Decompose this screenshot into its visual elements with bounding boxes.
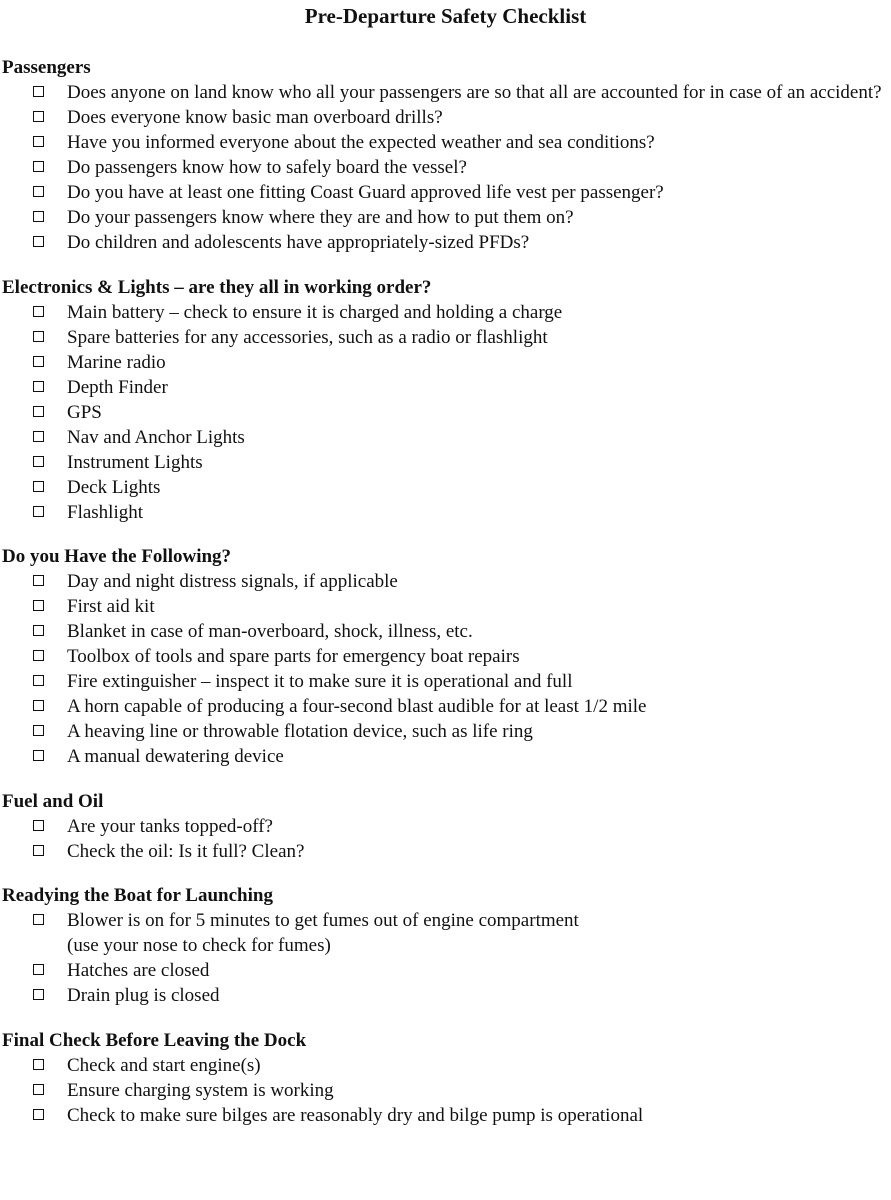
checkbox[interactable]: [33, 625, 44, 636]
checkbox[interactable]: [33, 211, 44, 222]
checklist-item-text: Blower is on for 5 minutes to get fumes out of engine compartment (use your nose to check for fumes): [67, 910, 579, 956]
checkbox[interactable]: [33, 236, 44, 247]
checkbox[interactable]: [33, 381, 44, 392]
checklist-section: [0, 544, 891, 769]
checklist-items: [0, 1053, 891, 1128]
checkbox[interactable]: [33, 331, 44, 342]
checklist-item-text: Hatches are closed: [67, 960, 210, 981]
checklist-item: [0, 425, 891, 450]
checklist-item-text: Flashlight: [67, 501, 144, 523]
checklist: [0, 55, 891, 1147]
checklist-items: [0, 908, 891, 1008]
checklist-item: [0, 983, 891, 1008]
section-heading: Readying the Boat for Launching: [2, 885, 273, 906]
checklist-item: [0, 569, 891, 594]
checklist-item-text: Main battery – check to ensure it is charged and holding a charge: [67, 301, 563, 323]
checklist-item-text: Toolbox of tools and spare parts for emergency boat repairs: [67, 646, 520, 667]
checklist-section: [0, 789, 891, 864]
checklist-item: [0, 500, 891, 525]
checklist-items: [0, 814, 891, 864]
section-heading: Do you Have the Following?: [2, 546, 232, 567]
checkbox[interactable]: [33, 1109, 44, 1120]
checklist-item: [0, 839, 891, 864]
checklist-item-text: Marine radio: [67, 351, 166, 373]
checkbox[interactable]: [33, 1059, 44, 1070]
checkbox[interactable]: [33, 86, 44, 97]
checklist-item: [0, 475, 891, 500]
checklist-item: [0, 400, 891, 425]
checklist-item: [0, 450, 891, 475]
checklist-item-text: Have you informed everyone about the expected weather and sea conditions?: [67, 132, 655, 153]
checklist-items: [0, 569, 891, 769]
checklist-item-text: Check to make sure bilges are reasonably dry and bilge pump is operational: [67, 1104, 644, 1126]
checklist-item-text: Spare batteries for any accessories, such as a radio or flashlight: [67, 326, 548, 348]
checkbox[interactable]: [33, 356, 44, 367]
checklist-item: [0, 80, 891, 105]
checklist-item: [0, 155, 891, 180]
checkbox[interactable]: [33, 820, 44, 831]
checklist-item-text: Does everyone know basic man overboard drills?: [67, 107, 443, 128]
section-heading: Fuel and Oil: [2, 790, 104, 812]
checklist-item: [0, 1078, 891, 1103]
checklist-item-text: A manual dewatering device: [67, 746, 284, 767]
checkbox[interactable]: [33, 431, 44, 442]
checklist-item-text: Do your passengers know where they are and how to put them on?: [67, 207, 574, 228]
checklist-item: [0, 205, 891, 230]
checklist-item: [0, 908, 891, 958]
checklist-item: [0, 325, 891, 350]
checklist-item-text: Blanket in case of man-overboard, shock, illness, etc.: [67, 621, 473, 642]
checkbox[interactable]: [33, 506, 44, 517]
checkbox[interactable]: [33, 111, 44, 122]
checklist-item: [0, 694, 891, 719]
checklist-section: [0, 55, 891, 255]
checklist-item-text: Check the oil: Is it full? Clean?: [67, 840, 305, 862]
checkbox[interactable]: [33, 306, 44, 317]
checkbox[interactable]: [33, 161, 44, 172]
checklist-item-text: A horn capable of producing a four-second blast audible for at least 1/2 mile: [67, 696, 647, 717]
checkbox[interactable]: [33, 845, 44, 856]
checklist-item: [0, 644, 891, 669]
checklist-item: [0, 300, 891, 325]
checklist-item-text: Check and start engine(s): [67, 1054, 261, 1076]
checklist-item-text: Are your tanks topped-off?: [67, 815, 273, 837]
checklist-item: [0, 375, 891, 400]
checklist-item-text: Day and night distress signals, if applicable: [67, 571, 398, 592]
checklist-items: [0, 300, 891, 525]
checklist-item-text: Fire extinguisher – inspect it to make sure it is operational and full: [67, 671, 573, 692]
checkbox[interactable]: [33, 186, 44, 197]
checklist-section: [0, 883, 891, 1008]
checkbox[interactable]: [33, 700, 44, 711]
section-heading: Passengers: [2, 57, 91, 78]
checklist-section: [0, 275, 891, 525]
checkbox[interactable]: [33, 914, 44, 925]
checklist-item: [0, 594, 891, 619]
checklist-item: [0, 130, 891, 155]
checkbox[interactable]: [33, 989, 44, 1000]
checklist-item-text: Deck Lights: [67, 476, 161, 498]
checklist-items: [0, 80, 891, 255]
checklist-item: [0, 1053, 891, 1078]
checklist-item: [0, 719, 891, 744]
checkbox[interactable]: [33, 406, 44, 417]
checklist-item-text: Do passengers know how to safely board the vessel?: [67, 157, 467, 178]
checklist-item-text: Instrument Lights: [67, 451, 203, 473]
checklist-item-text: A heaving line or throwable flotation device, such as life ring: [67, 721, 533, 742]
checklist-item: [0, 180, 891, 205]
checklist-item-text: Do children and adolescents have appropriately-sized PFDs?: [67, 232, 530, 253]
checklist-item-text: Drain plug is closed: [67, 985, 220, 1006]
checklist-item: [0, 958, 891, 983]
checklist-item: [0, 814, 891, 839]
section-heading: Final Check Before Leaving the Dock: [2, 1029, 307, 1051]
checklist-item-text: Nav and Anchor Lights: [67, 426, 245, 448]
checkbox[interactable]: [33, 650, 44, 661]
page-title: Pre-Departure Safety Checklist: [304, 4, 587, 28]
checklist-item-text: Do you have at least one fitting Coast Guard approved life vest per passenger?: [67, 182, 664, 203]
checkbox[interactable]: [33, 750, 44, 761]
checkbox[interactable]: [33, 136, 44, 147]
checklist-item: [0, 744, 891, 769]
checklist-item: [0, 230, 891, 255]
checklist-item: [0, 105, 891, 130]
checkbox[interactable]: [33, 600, 44, 611]
section-heading: Electronics & Lights – are they all in working order?: [2, 276, 432, 298]
checkbox[interactable]: [33, 964, 44, 975]
checkbox[interactable]: [33, 725, 44, 736]
checklist-item-text: Depth Finder: [67, 376, 168, 398]
checklist-item-text: Does anyone on land know who all your passengers are so that all are accounted for in case of an accident?: [67, 82, 882, 103]
checkbox[interactable]: [33, 1084, 44, 1095]
checkbox[interactable]: [33, 481, 44, 492]
checklist-item: [0, 619, 891, 644]
checklist-item: [0, 350, 891, 375]
checklist-item: [0, 1103, 891, 1128]
checkbox[interactable]: [33, 675, 44, 686]
checklist-section: [0, 1028, 891, 1128]
checklist-item-text: Ensure charging system is working: [67, 1079, 334, 1101]
checklist-item-text: First aid kit: [67, 596, 155, 617]
checklist-item: [0, 669, 891, 694]
checkbox[interactable]: [33, 456, 44, 467]
checkbox[interactable]: [33, 575, 44, 586]
checklist-item-text: GPS: [67, 401, 102, 423]
